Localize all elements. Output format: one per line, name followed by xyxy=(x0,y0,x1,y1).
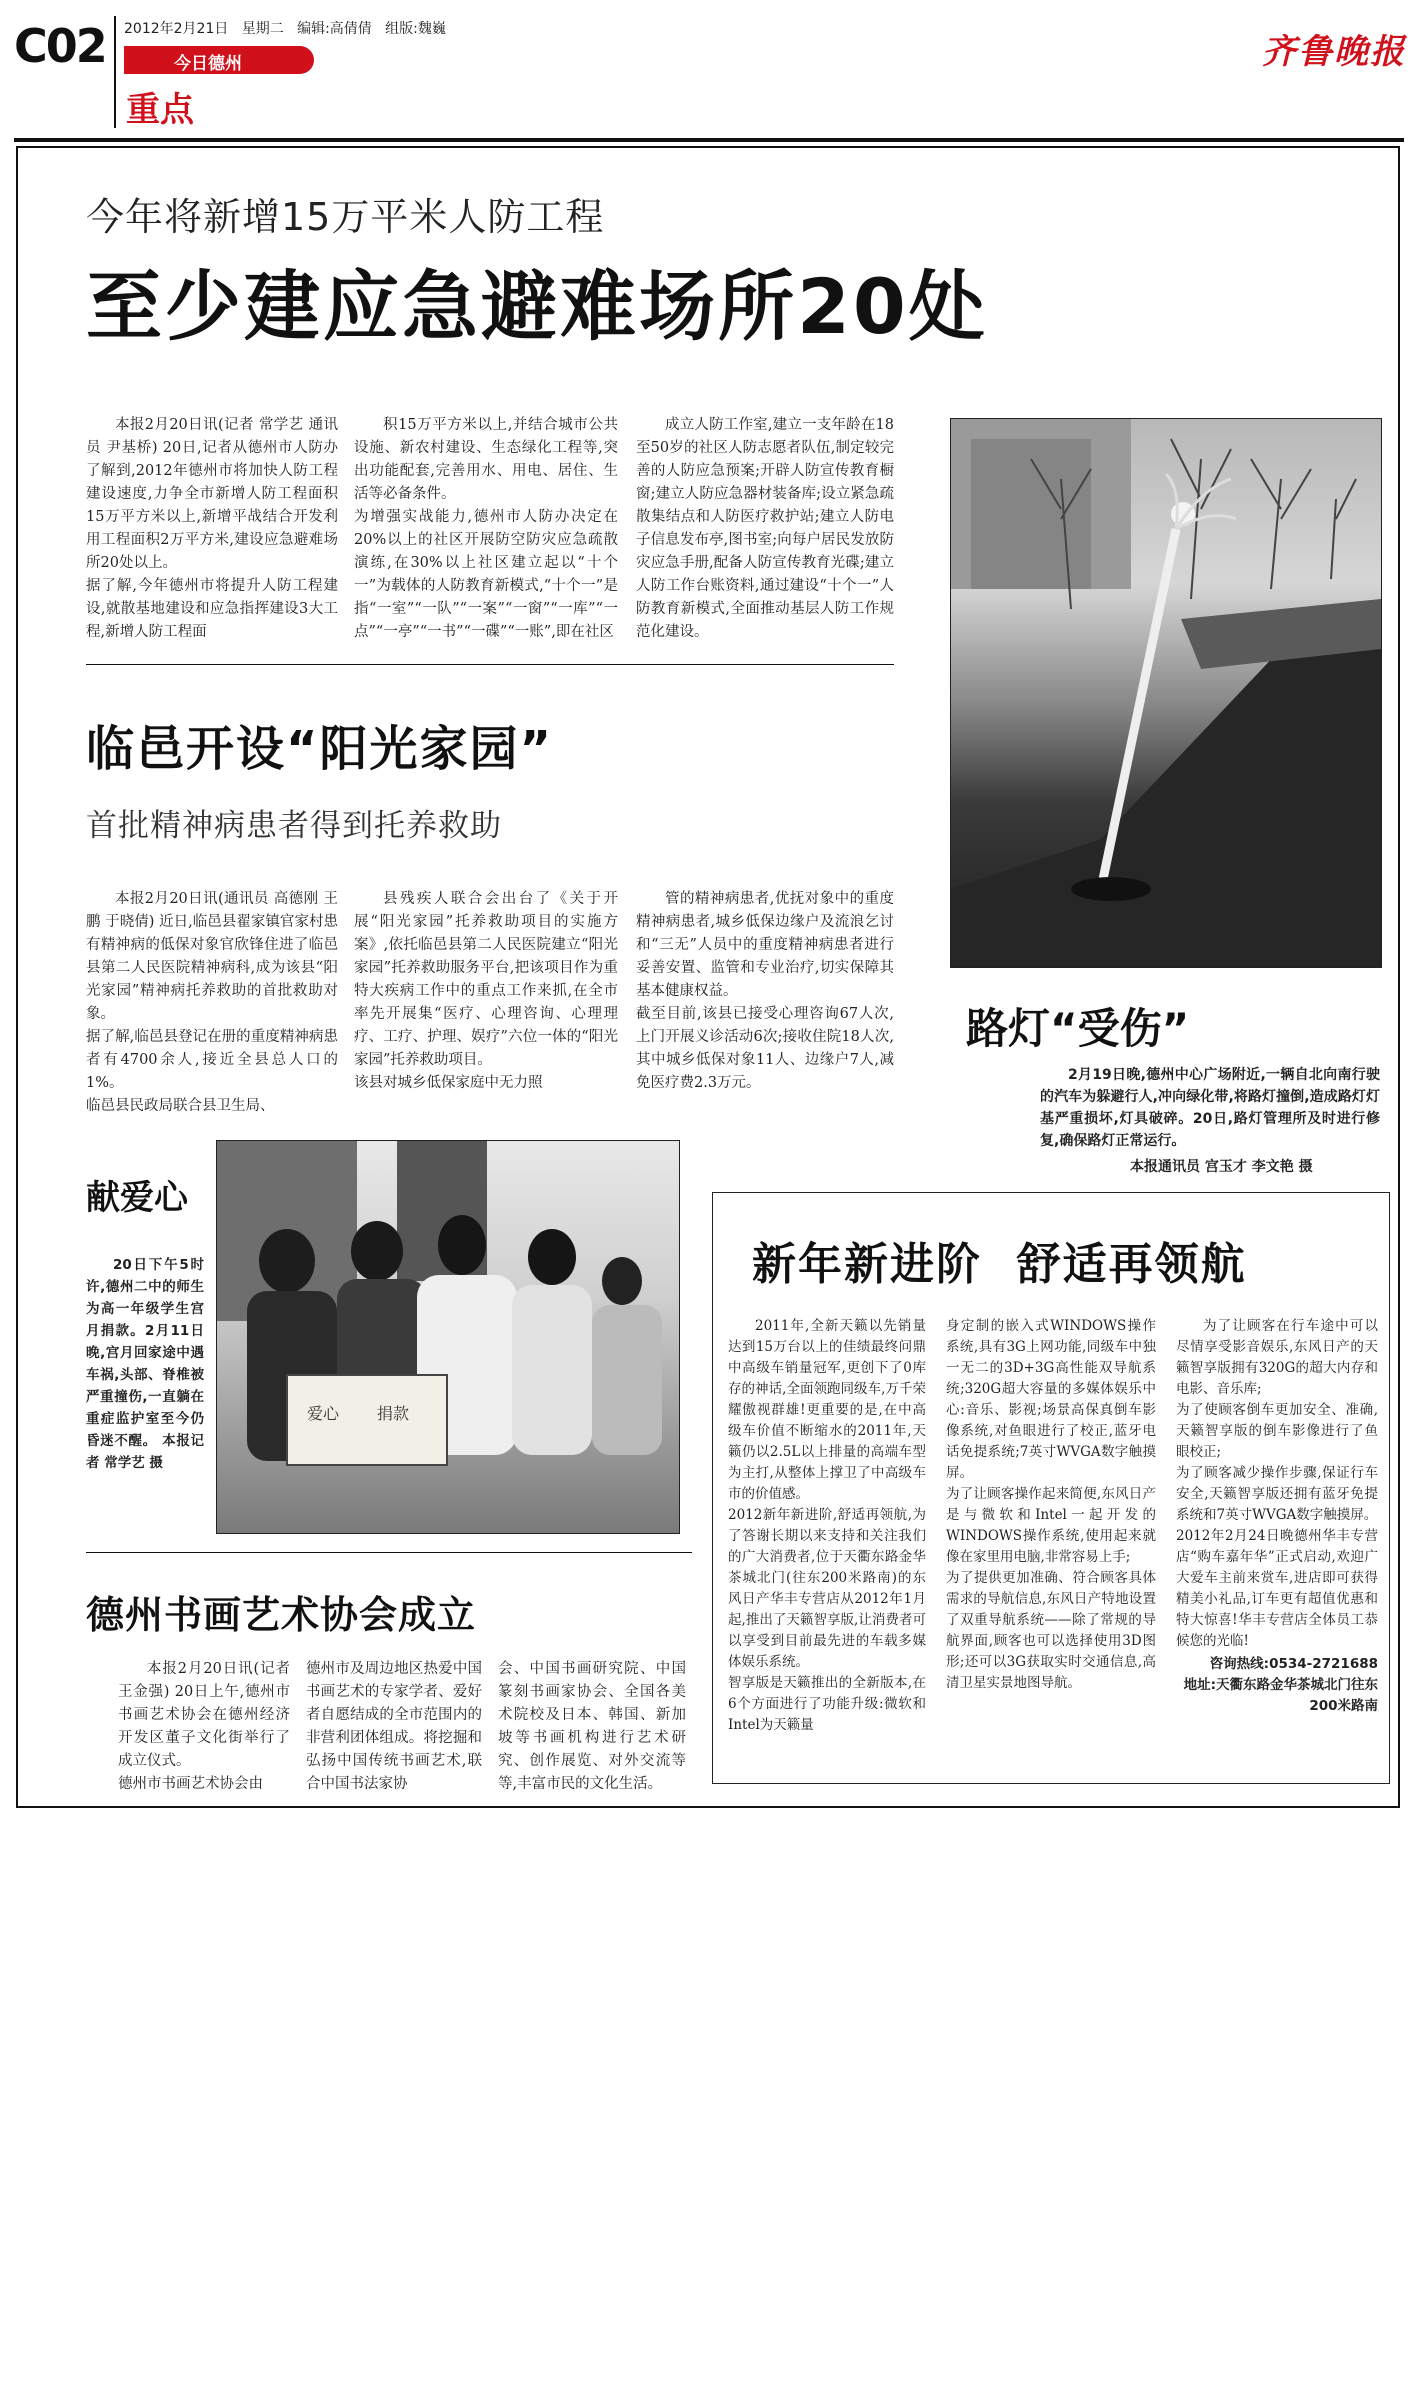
streetlight-credit: 本报通讯员 宫玉才 李文艳 摄 xyxy=(1130,1159,1313,1175)
story1-col3-text: 成立人防工作室,建立一支年龄在18至50岁的社区人防志愿者队伍,制定较完善的人防应急预案;开辟人防宣传教育橱窗;建立人防应急器材装备库;设立紧急疏散集结点和人防医疗救护站;建立人防电子信息发布亭,图书室;向每户居民发放防灾应急手册,配备人防宣传教育光碟;建立人防工作台账资料,通过建设“十个一”人防教育新模式,全面推动基层人防工作规范化建设。 xyxy=(636,417,894,640)
story2-col2-text: 县残疾人联合会出台了《关于开展“阳光家园”托养救助项目的实施方案》,依托临邑县第二人民医院建立“阳光家园”托养救助服务平台,把该项目作为重特大疾病工作中的重点工作来抓,在全市率先开展集“医疗、心理咨询、心理理疗、工疗、护理、娱疗”六位一体的“阳光家园”托养救助项目。 该县对城乡低保家庭中无力照 xyxy=(354,891,618,1091)
ad-col1-text: 2011年,全新天籁以先销量达到15万台以上的佳绩最终问鼎中高级车销量冠军,更创下了0库存的神话,全面领跑同级车,万千荣耀傲视群雄!更重要的是,在中高级车价值不断缩水的2011年,天籁仍以2.5L以上排量的高端车型为主打,从整体上撑卫了中高级车市的价值感。 2012新年新进阶,舒适再领航,为了答谢长期以来支持和关注我们的广大消费者,位于天衢东路金华茶城北门(往东200米路南)的东风日产华丰专营店从2012年1月起,推出了天籁智享版,让消费者可以享受到目前最先进的车载多媒体娱乐系统。 智享版是天籁推出的全新版本,在6个方面进行了功能升级:微软和Intel为天籁量 xyxy=(728,1318,926,1733)
story3-col3-text: 会、中国书画研究院、中国篆刻书画家协会、全国各美术院校及日本、韩国、新加坡等书画机构进行艺术研究、创作展览、对外交流等等,丰富市民的文化生活。 xyxy=(498,1661,686,1792)
story3-col2-text: 德州市及周边地区热爱中国书画艺术的专家学者、爱好者自愿结成的全市范围内的非营利团体组成。将挖掘和弘扬中国传统书画艺术,联合中国书法家协 xyxy=(306,1661,482,1792)
masthead-rule xyxy=(14,138,1404,142)
ad-col3 xyxy=(1176,1316,1378,1717)
issue-date: 2012年2月21日 xyxy=(124,21,229,37)
ad-headline: 新年新进阶 舒适再领航 xyxy=(752,1239,1247,1290)
streetlight-caption: 2月19日晚,德州中心广场附近,一辆自北向南行驶的汽车为躲避行人,冲向绿化带,将路灯撞倒,造成路灯灯基严重损坏,灯具破碎。20日,路灯管理所及时进行修复,确保路灯正常运行。 xyxy=(1040,1067,1380,1149)
story2-col1 xyxy=(86,888,338,1118)
donation-box-label-2: 捐款 xyxy=(377,1404,410,1423)
story1-rule xyxy=(86,664,894,665)
masthead-divider xyxy=(114,16,116,128)
issue-editor: 编辑:高倩倩 xyxy=(297,21,372,37)
issue-weekday: 星期二 xyxy=(241,21,284,37)
paper-logo: 齐鲁晚报 xyxy=(1262,32,1406,72)
story2-headline: 临邑开设“阳光家园” xyxy=(86,721,554,777)
streetlight-illustration xyxy=(951,419,1381,967)
story3-rule xyxy=(86,1552,692,1553)
donation-illustration xyxy=(217,1141,679,1533)
story3-col2 xyxy=(306,1658,482,1796)
story3-col1 xyxy=(118,1658,290,1796)
story1-kicker: 今年将新增15万平米人防工程 xyxy=(86,195,605,239)
story1-col1 xyxy=(86,414,338,644)
story1-headline: 至少建应急避难场所20处 xyxy=(86,262,988,351)
page-number: C02 xyxy=(14,19,106,73)
love-photo xyxy=(216,1140,680,1534)
ad-col3-text: 为了让顾客在行车途中可以尽情享受影音娱乐,东风日产的天籁智享版拥有320G的超大内存和电影、音乐库; 为了使顾客倒车更加安全、准确,天籁智享版的倒车影像进行了鱼眼校正; 为了顾客减少操作步骤,保证行车安全,天籁智享版还拥有蓝牙免提系统和7英寸WVGA数字触摸屏。 2012年2月24日晚德州华丰专营店“购车嘉年华”正式启动,欢迎广大爱车主前来赏车,进店即可获得精美小礼品,订车更有超值优惠和特大惊喜!华丰专营店全体员工恭候您的光临! xyxy=(1176,1318,1378,1649)
ad-col2 xyxy=(946,1316,1156,1694)
love-caption: 20日下午5时许,德州二中的师生为高一年级学生宫月捐款。2月11日晚,宫月回家途中遇车祸,头部、脊椎被严重撞伤,一直躺在重症监护室至今仍昏迷不醒。 本报记者 常学艺 摄 xyxy=(86,1257,204,1471)
story2-col3-text: 管的精神病患者,优抚对象中的重度精神病患者,城乡低保边缘户及流浪乞讨和“三无”人员中的重度精神病患者进行妥善安置、监管和专业治疗,切实保障其基本健康权益。 截至目前,该县已接受心理咨询67人次,上门开展义诊活动6次;接收住院18人次,其中城乡低保对象11人、边缘户7人,减免医疗费2.3万元。 xyxy=(636,891,894,1091)
section-tag xyxy=(124,46,314,74)
issue-layout: 组版:魏巍 xyxy=(385,21,446,37)
story2-subhead: 首批精神病患者得到托养救助 xyxy=(86,808,502,844)
section-name: 重点 xyxy=(126,90,194,130)
story1-col2 xyxy=(354,414,618,644)
story2-col1-text: 本报2月20日讯(通讯员 高德刚 王鹏 于晓倩) 近日,临邑县翟家镇官家村患有精神病的低保对象官欣锋住进了临邑县第二人民医院精神病科,成为该县“阳光家园”精神病托养救助的首批救助对象。 据了解,临邑县登记在册的重度精神病患者有4700余人,接近全县总人口的1%。 临邑县民政局联合县卫生局、 xyxy=(86,891,338,1114)
ad-col2-text: 身定制的嵌入式WINDOWS操作系统,具有3G上网功能,同级车中独一无二的3D+3G高性能双导航系统;320G超大容量的多媒体娱乐中心:音乐、影视;场景高保真倒车影像系统,对鱼眼进行了校正,蓝牙电话免提系统;7英寸WVGA数字触摸屏。 为了让顾客操作起来简便,东风日产是与微软和Intel一起开发的WINDOWS操作系统,使用起来就像在家里用电脑,非常容易上手; 为了提供更加准确、符合顾客具体需求的导航信息,东风日产特地设置了双重导航系统——除了常规的导航界面,顾客也可以选择使用3D图形;还可以3G获取实时交通信息,高清卫星实景地图导航。 xyxy=(946,1318,1156,1691)
story1-col2-text: 积15万平方米以上,并结合城市公共设施、新农村建设、生态绿化工程等,突出功能配套,完善用水、用电、居住、生活等必备条件。 为增强实战能力,德州市人防办决定在20%以上的社区开展防空防灾应急疏散演练,在30%以上社区建立起以“十个一”为载体的人防教育新模式,“十个一”是指“一室”“一队”“一案”“一窗”“一库”“一点”“一亭”“一书”“一碟”“一账”,即在社区 xyxy=(354,417,618,640)
story2-col2 xyxy=(354,888,618,1095)
issue-meta xyxy=(124,18,446,38)
story3-col1-text: 本报2月20日讯(记者 王金强) 20日上午,德州市书画艺术协会在德州经济开发区董子文化街举行了成立仪式。 德州市书画艺术协会由 xyxy=(118,1661,290,1792)
story2-col3 xyxy=(636,888,894,1095)
love-caption-block xyxy=(86,1254,204,1474)
donation-box-label-1: 爱心 xyxy=(307,1404,340,1423)
streetlight-caption-block xyxy=(1040,1064,1380,1152)
streetlight-photo xyxy=(950,418,1382,968)
story1-col1-text: 本报2月20日讯(记者 常学艺 通讯员 尹基桥) 20日,记者从德州市人防办了解到,2012年德州市将加快人防工程建设速度,力争全市新增人防工程面积15万平方米以上,新增平战结合开发利用工程面积2万平方米,建设应急避难场所20处以上。 据了解,今年德州市将提升人防工程建设,就散基地建设和应急指挥建设3大工程,新增人防工程面 xyxy=(86,417,338,640)
section-tag-label: 今日德州 xyxy=(174,54,242,74)
ad-address: 地址:天衢东路金华茶城北门往东200米路南 xyxy=(1183,1677,1378,1714)
story1-col3 xyxy=(636,414,894,644)
ad-col1 xyxy=(728,1316,926,1736)
streetlight-headline: 路灯“受伤” xyxy=(966,1004,1190,1053)
ad-hotline: 咨询热线:0534-2721688 xyxy=(1209,1656,1378,1672)
love-headline: 献爱心 xyxy=(86,1178,188,1218)
story3-headline: 德州书画艺术协会成立 xyxy=(86,1593,477,1637)
story3-col3 xyxy=(498,1658,686,1796)
